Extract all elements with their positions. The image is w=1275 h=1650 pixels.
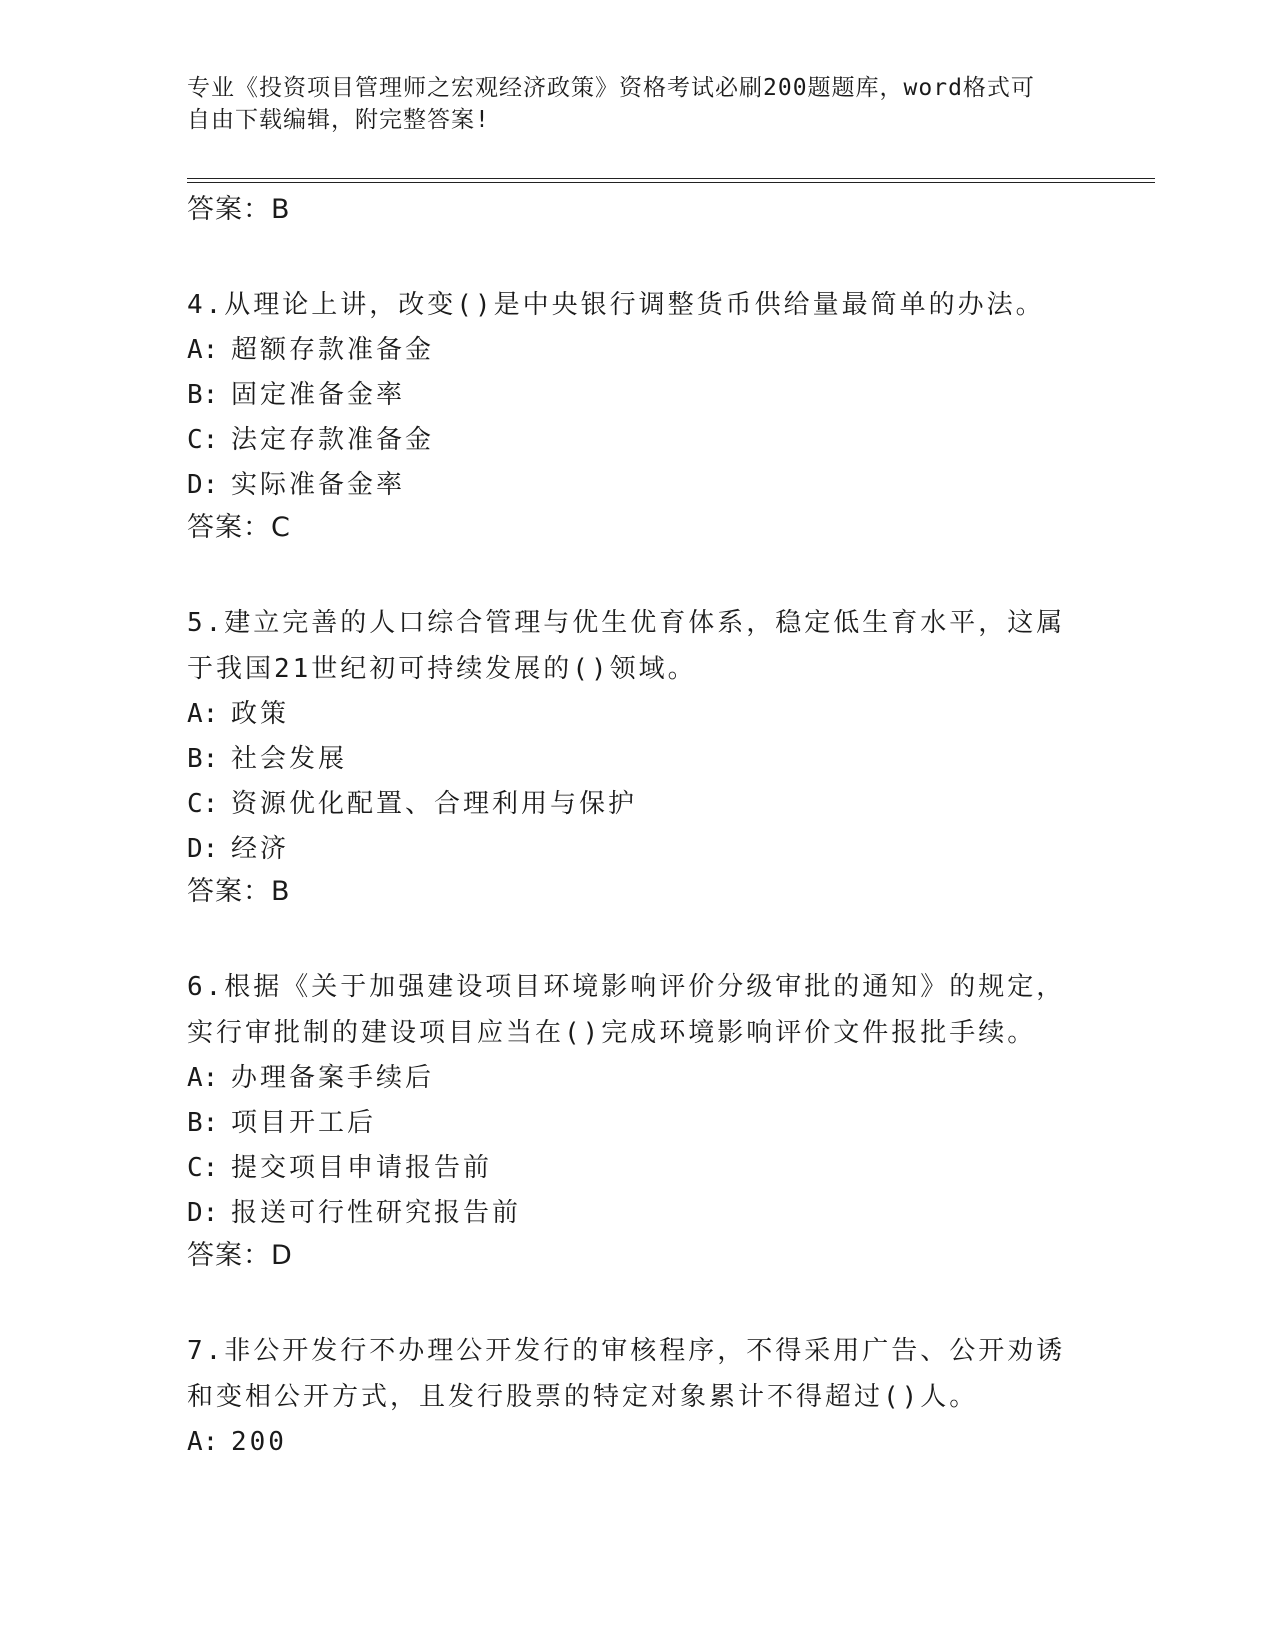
option-letter: D: [187,1198,219,1228]
question-block [187,600,1087,912]
option-b [187,1101,1087,1146]
option-text: 固定准备金率 [231,380,406,410]
option-text: 实际准备金率 [231,470,406,500]
question-stem: 于我国21世纪初可持续发展的()领域。 [187,654,697,684]
question-stem: 4.从理论上讲，改变()是中央银行调整货币供给量最简单的办法。 [187,290,1045,320]
option-letter: A: [187,699,219,729]
option-a [187,1420,1087,1465]
option-letter: A: [187,335,219,365]
option-c [187,782,1087,827]
question-block [187,282,1087,548]
option-a [187,1056,1087,1101]
option-text: 社会发展 [231,744,348,774]
question-stem: 实行审批制的建设项目应当在()完成环境影响评价文件报批手续。 [187,1018,1037,1048]
option-b [187,737,1087,782]
option-d [187,463,1087,508]
answer-line: 答案：D [187,1240,293,1271]
option-letter: D: [187,470,219,500]
option-text: 经济 [231,834,290,864]
option-b [187,373,1087,418]
option-letter: C: [187,425,219,455]
option-c [187,418,1087,463]
header-line-2: 自由下载编辑，附完整答案! [187,107,490,133]
option-letter: B: [187,1108,219,1138]
question-stem: 6.根据《关于加强建设项目环境影响评价分级审批的通知》的规定， [187,972,1066,1002]
question-block [187,964,1087,1276]
option-letter: A: [187,1427,219,1457]
option-text: 政策 [231,699,290,729]
option-text: 超额存款准备金 [231,335,435,365]
document-header [187,72,1067,136]
option-text: 项目开工后 [231,1108,377,1138]
header-line-1: 专业《投资项目管理师之宏观经济政策》资格考试必刷200题题库，word格式可 [187,75,1035,101]
option-letter: C: [187,789,219,819]
answer-line: 答案：B [187,876,291,907]
option-letter: C: [187,1153,219,1183]
option-a [187,692,1087,737]
option-text: 报送可行性研究报告前 [231,1198,522,1228]
question-list [187,190,1087,1465]
answer-line: 答案：B [187,194,291,225]
option-d [187,827,1087,872]
option-c [187,1146,1087,1191]
option-text: 提交项目申请报告前 [231,1153,493,1183]
answer-line: 答案：C [187,512,291,543]
question-stem: 5.建立完善的人口综合管理与优生优育体系，稳定低生育水平，这属 [187,608,1066,638]
question-stem: 和变相公开方式，且发行股票的特定对象累计不得超过()人。 [187,1382,979,1412]
question-block [187,1328,1087,1465]
option-letter: B: [187,744,219,774]
option-letter: B: [187,380,219,410]
option-text: 办理备案手续后 [231,1063,435,1093]
option-text: 法定存款准备金 [231,425,435,455]
option-letter: D: [187,834,219,864]
question-stem: 7.非公开发行不办理公开发行的审核程序，不得采用广告、公开劝诱 [187,1336,1066,1366]
option-text: 200 [231,1427,287,1457]
option-letter: A: [187,1063,219,1093]
option-a [187,328,1087,373]
option-d [187,1191,1087,1236]
option-text: 资源优化配置、合理利用与保护 [231,789,638,819]
header-divider [187,178,1155,183]
